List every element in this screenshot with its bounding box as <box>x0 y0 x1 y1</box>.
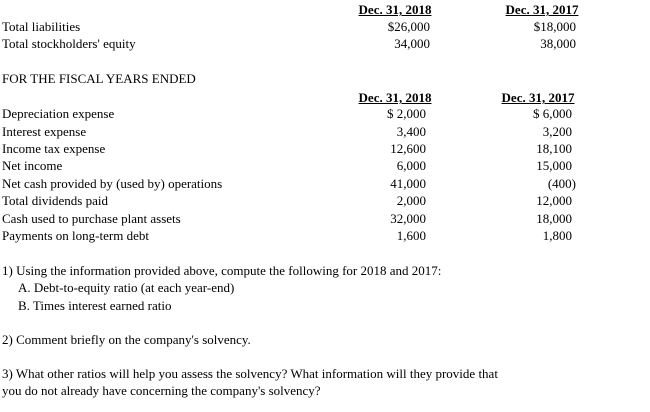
question-1: 1) Using the information provided above, compute the following for 2018 and 2017: <box>2 263 442 278</box>
row-label-net-income: Net income <box>2 158 63 173</box>
depreciation-expense-2017: $ 6,000 <box>533 106 572 121</box>
interest-expense-2018: 3,400 <box>396 124 426 139</box>
row-label-interest-expense: Interest expense <box>2 124 87 139</box>
interest-expense-2017: 3,200 <box>542 124 572 139</box>
question-2: 2) Comment briefly on the company's solvency. <box>2 332 251 347</box>
income-tax-expense-2017: 18,100 <box>536 141 572 156</box>
total-liabilities-2017: $18,000 <box>533 19 576 34</box>
balance-header-2018: Dec. 31, 2018 <box>358 2 432 17</box>
net-cash-operations-2017: (400) <box>547 176 576 191</box>
row-label-income-tax-expense: Income tax expense <box>2 141 106 156</box>
total-dividends-paid-2017: 12,000 <box>536 193 572 208</box>
net-income-2017: 15,000 <box>536 158 572 173</box>
row-label-depreciation-expense: Depreciation expense <box>2 106 115 121</box>
row-label-net-cash-operations: Net cash provided by (used by) operations <box>2 176 223 191</box>
income-tax-expense-2018: 12,600 <box>390 141 426 156</box>
cash-plant-assets-2018: 32,000 <box>390 211 426 226</box>
question-3-line-1: 3) What other ratios will help you assess the solvency? What information will they provide that <box>2 366 498 381</box>
row-label-payments-long-term-debt: Payments on long-term debt <box>2 228 149 243</box>
net-cash-operations-2018: 41,000 <box>390 176 426 191</box>
question-1b: B. Times interest earned ratio <box>18 298 172 313</box>
row-label-total-dividends-paid: Total dividends paid <box>2 193 108 208</box>
total-dividends-paid-2018: 2,000 <box>396 193 426 208</box>
total-stockholders-equity-2018: 34,000 <box>394 36 430 51</box>
fiscal-header-2018: Dec. 31, 2018 <box>358 90 432 105</box>
row-label-total-liabilities: Total liabilities <box>2 19 81 34</box>
payments-long-term-debt-2018: 1,600 <box>396 228 426 243</box>
depreciation-expense-2018: $ 2,000 <box>387 106 426 121</box>
total-stockholders-equity-2017: 38,000 <box>540 36 576 51</box>
question-3-line-2: you do not already have concerning the company's solvency? <box>2 383 321 398</box>
question-1a: A. Debt-to-equity ratio (at each year-end) <box>18 280 235 295</box>
fiscal-section-title: FOR THE FISCAL YEARS ENDED <box>2 71 196 86</box>
row-label-total-stockholders-equity: Total stockholders' equity <box>2 36 136 51</box>
total-liabilities-2018: $26,000 <box>387 19 430 34</box>
balance-header-2017: Dec. 31, 2017 <box>505 2 579 17</box>
fiscal-header-2017: Dec. 31, 2017 <box>501 90 575 105</box>
cash-plant-assets-2017: 18,000 <box>536 211 572 226</box>
net-income-2018: 6,000 <box>396 158 426 173</box>
row-label-cash-plant-assets: Cash used to purchase plant assets <box>2 211 181 226</box>
payments-long-term-debt-2017: 1,800 <box>542 228 572 243</box>
